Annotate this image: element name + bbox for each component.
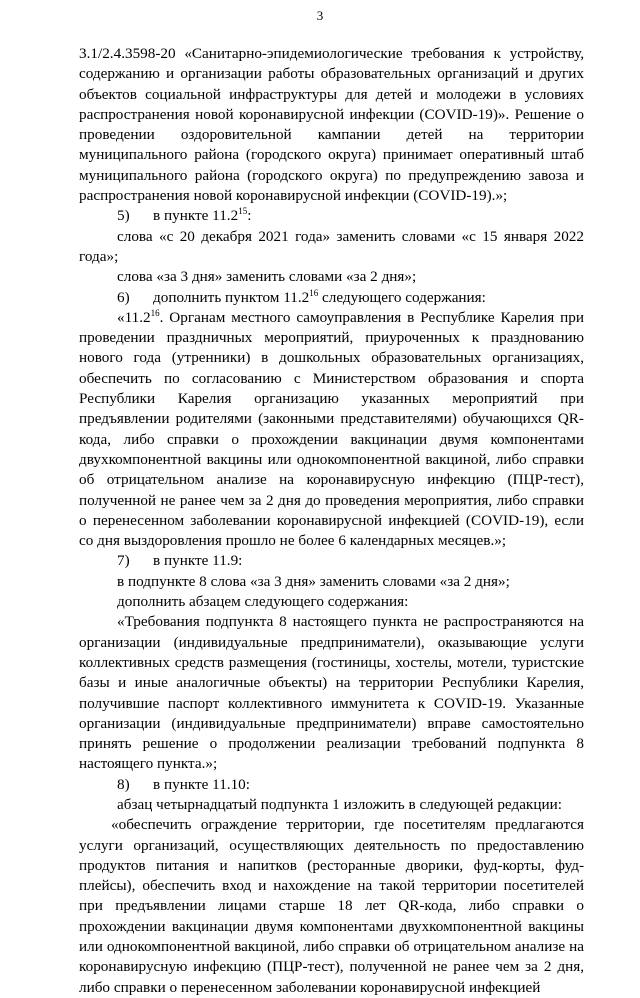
footnote-ref: 16	[150, 307, 160, 318]
item-number: 6)	[117, 288, 130, 306]
footnote-ref: 15	[238, 206, 248, 217]
item-text: дополнить пунктом 11.2	[153, 288, 310, 306]
item-text: в пункте 11.10:	[153, 775, 250, 793]
paragraph-add-abzac: дополнить абзацем следующего содержания:	[117, 593, 409, 611]
list-item-5	[79, 206, 584, 226]
list-item-8	[79, 775, 584, 795]
point-text: . Органам местного самоуправления в Республике Карелия при проведении праздничных мероприятий, приуроченных к празднованию нового года (утренники) в дошкольных образовательных организациях, обеспечить по согласованию с Министерством образования и спорта Республики Карелия организацию указанных мероприятий при предъявлении родителями (законными представителями) обучающихся QR-кода, либо справки о прохождении вакцинации двумя компонентами двухкомпонентной вакцины или однокомпонентной вакциной, либо справки об отрицательном анализе на коронавирусную инфекцию (ПЦР-тест), полученной не ранее чем за 2 дня до проведения мероприятия, либо справки о перенесенном заболевании коронавирусной инфекцией (COVID-19), если со дня выздоровления прошло не более 6 календарных месяцев.»;	[79, 308, 584, 550]
item-number: 8)	[117, 775, 130, 793]
paragraph-subpoint-8: в подпункте 8 слова «за 3 дня» заменить словами «за 2 дня»;	[117, 572, 510, 590]
paragraph-new-point-11-2-16	[79, 308, 584, 552]
item-tail: :	[247, 207, 252, 225]
list-item-6	[79, 288, 584, 308]
paragraph-sanpin-reference: 3.1/2.4.3598-20 «Санитарно-эпидемиологические требования к устройству, содержанию и организации работы образовательных организаций и других объектов социальной инфраструктуры для детей и молодежи в условиях распространения новой коронавирусной инфекции (COVID-19)». Решение о проведении оздоровительной кампании детей на территории муниципального района (городского округа) принимает оперативный штаб муниципального района (городского округа) по предупреждению завоза и распространения новой коронавирусной инфекции (COVID-19).»;	[79, 45, 584, 205]
paragraph-replace-date: слова «с 20 декабря 2021 года» заменить словами «с 15 января 2022 года»;	[79, 227, 584, 265]
paragraph-replace-days: слова «за 3 дня» заменить словами «за 2 дня»;	[117, 268, 417, 286]
item-text: в пункте 11.9:	[153, 552, 243, 570]
item-tail: следующего содержания:	[318, 288, 486, 306]
paragraph-requirements-quote: «Требования подпункта 8 настоящего пункта не распространяются на организации (индивидуальные предприниматели), оказывающие услуги коллективных средств размещения (гостиницы, хостелы, мотели, туристские базы и иные аналогичные объекты) на территории Республики Карелия, получившие паспорт коллективного иммунитета к COVID-19. Указанные организации (индивидуальные предприниматели) вправе самостоятельно принять решение о продолжении реализации требований подпункта 8 настоящего пункта.»;	[79, 613, 584, 773]
item-number: 5)	[117, 207, 130, 225]
point-lead: «11.2	[117, 308, 151, 326]
item-number: 7)	[117, 552, 130, 570]
item-text: в пункте 11.2	[153, 207, 239, 225]
paragraph-abzac-14: абзац четырнадцатый подпункта 1 изложить в следующей редакции:	[117, 795, 562, 813]
list-item-7	[79, 551, 584, 571]
paragraph-fence-territory: «обеспечить ограждение территории, где посетителям предлагаются услуги организаций, осуществляющих деятельность по предоставлению продуктов питания и напитков (ресторанные дворики, фуд-корты, фуд-плейсы), обеспечить вход и нахождение на такой территории посетителей при предъявлении лицами старше 18 лет QR-кода, либо справки о прохождении вакцинации двумя компонентами двухкомпонентной вакцины или однокомпонентной вакциной, либо справки об отрицательном анализе на коронавирусную инфекцию (ПЦР-тест), полученной не ранее чем за 2 дня, либо справки о перенесенном заболевании коронавирусной инфекцией	[79, 816, 584, 996]
footnote-ref: 16	[309, 287, 319, 298]
document-body	[79, 44, 584, 998]
page-number: 3	[316, 8, 324, 23]
